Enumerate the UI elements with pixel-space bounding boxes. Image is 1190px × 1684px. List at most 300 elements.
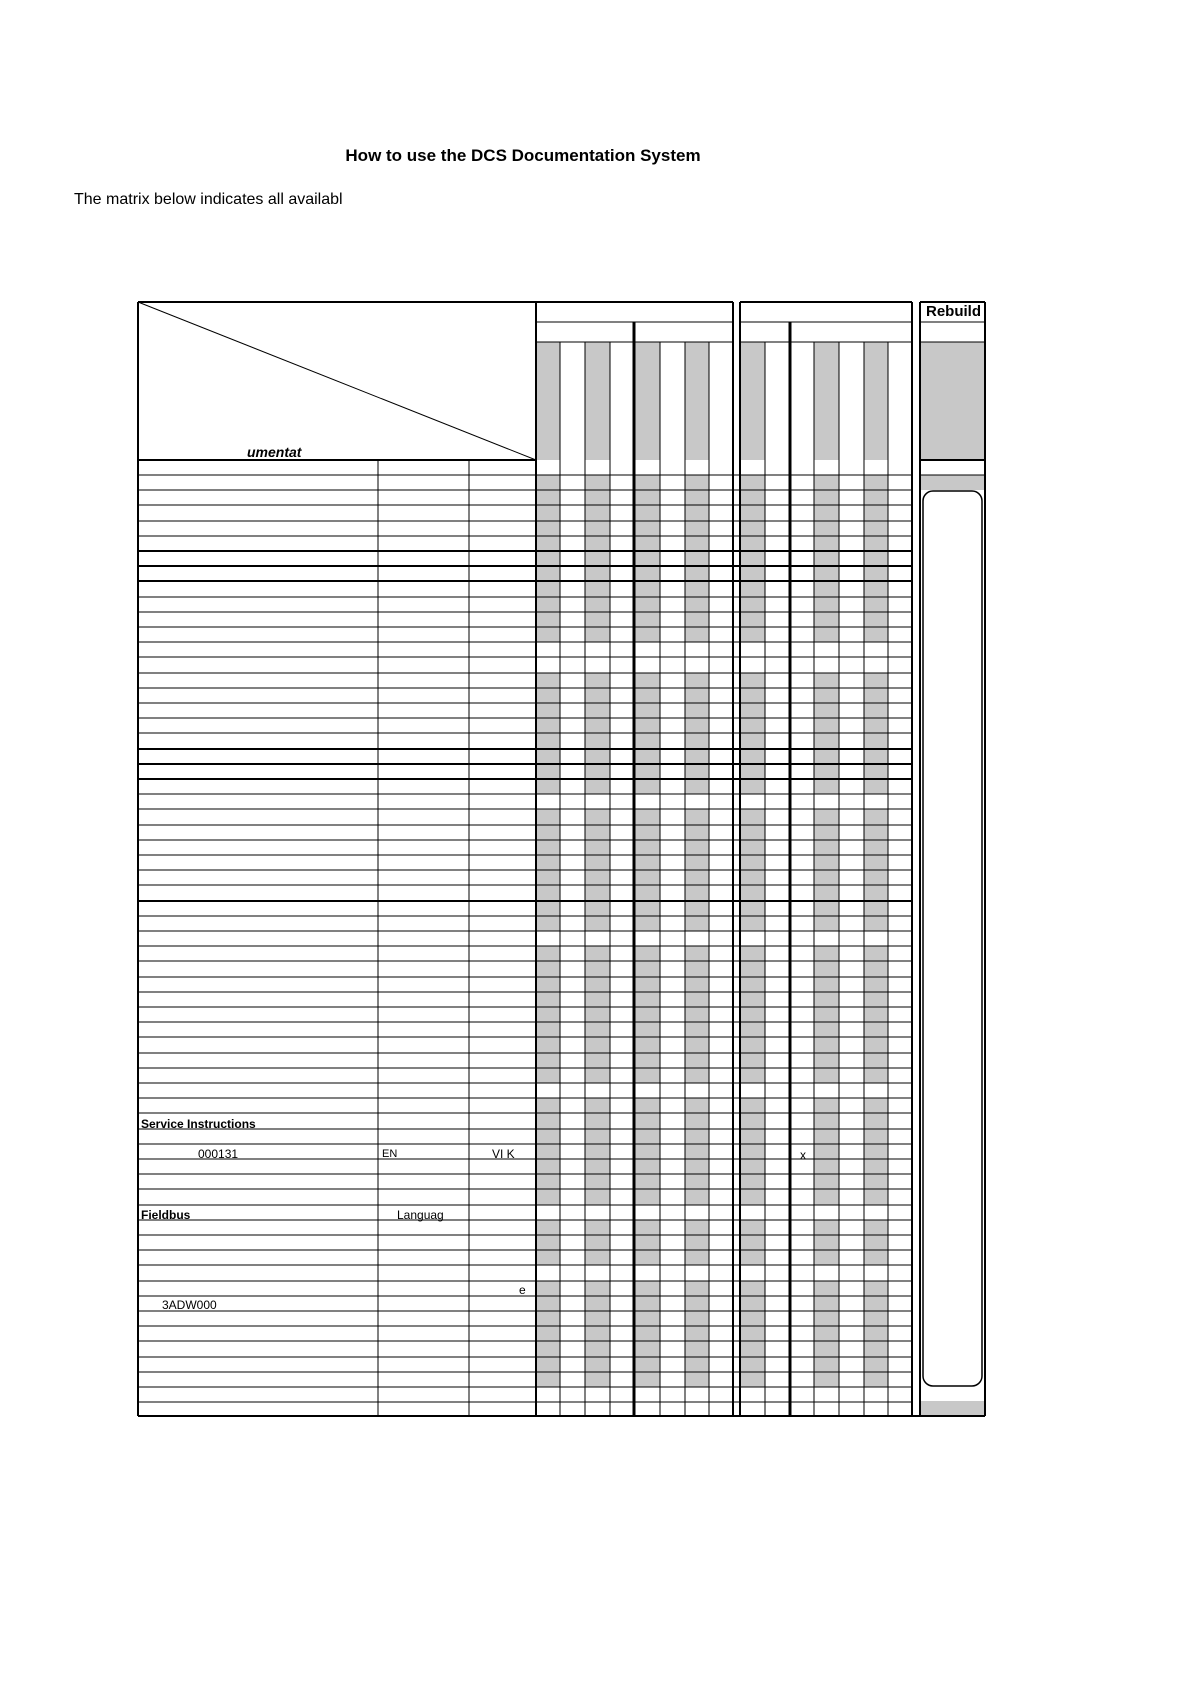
data-grey-cell [814, 1311, 839, 1326]
data-grey-cell [814, 961, 839, 977]
data-grey-cell [585, 1144, 610, 1159]
data-grey-cell [634, 764, 660, 779]
data-grey-cell [864, 718, 888, 733]
data-grey-cell [536, 764, 560, 779]
data-grey-cell [585, 1296, 610, 1311]
data-grey-cell [685, 521, 709, 536]
data-grey-cell [814, 1372, 839, 1387]
header-grey-column [536, 342, 560, 460]
data-grey-cell [585, 597, 610, 612]
data-grey-cell [685, 764, 709, 779]
data-grey-cell [740, 1281, 765, 1296]
data-grey-cell [634, 536, 660, 551]
data-grey-cell [740, 977, 765, 992]
rebuild-scroll-box [923, 491, 982, 1386]
data-grey-cell [740, 1037, 765, 1053]
data-grey-cell [536, 1341, 560, 1357]
service-row-id: 000131 [198, 1147, 239, 1161]
data-grey-cell [740, 1022, 765, 1037]
data-grey-cell [634, 1159, 660, 1174]
data-grey-cell [814, 1326, 839, 1341]
data-grey-cell [536, 1037, 560, 1053]
data-grey-cell [814, 733, 839, 749]
data-grey-cell [864, 1372, 888, 1387]
data-grey-cell [536, 1372, 560, 1387]
data-grey-cell [864, 764, 888, 779]
data-grey-cell [740, 1129, 765, 1144]
data-grey-cell [536, 779, 560, 794]
data-grey-cell [634, 521, 660, 536]
data-grey-cell [685, 475, 709, 490]
data-grey-cell [634, 1311, 660, 1326]
data-grey-cell [685, 946, 709, 961]
fieldbus-language-header: Languag [397, 1208, 444, 1222]
data-grey-cell [585, 475, 610, 490]
data-grey-cell [740, 1372, 765, 1387]
data-grey-cell [585, 809, 610, 825]
data-grey-cell [864, 1159, 888, 1174]
data-grey-cell [740, 1053, 765, 1068]
data-grey-cell [585, 916, 610, 931]
data-grey-cell [864, 703, 888, 718]
data-grey-cell [634, 977, 660, 992]
data-grey-cell [814, 1007, 839, 1022]
data-grey-cell [814, 521, 839, 536]
header-grey-column [685, 342, 709, 460]
data-grey-cell [864, 627, 888, 642]
data-grey-cell [814, 870, 839, 885]
data-grey-cell [814, 916, 839, 931]
data-grey-cell [864, 733, 888, 749]
data-grey-cell [685, 1144, 709, 1159]
data-grey-cell [536, 536, 560, 551]
data-grey-cell [814, 1220, 839, 1235]
data-grey-cell [864, 551, 888, 566]
data-grey-cell [634, 673, 660, 688]
data-grey-cell [634, 901, 660, 916]
data-grey-cell [585, 733, 610, 749]
data-grey-cell [685, 1174, 709, 1189]
data-grey-cell [634, 1174, 660, 1189]
data-grey-cell [536, 521, 560, 536]
data-grey-cell [536, 1129, 560, 1144]
data-grey-cell [634, 1281, 660, 1296]
data-grey-cell [585, 703, 610, 718]
data-grey-cell [634, 1068, 660, 1083]
data-grey-cell [685, 1372, 709, 1387]
data-grey-cell [814, 1129, 839, 1144]
data-grey-cell [585, 1357, 610, 1372]
data-grey-cell [685, 490, 709, 505]
data-grey-cell [864, 688, 888, 703]
data-grey-cell [685, 612, 709, 627]
data-grey-cell [864, 901, 888, 916]
data-grey-cell [585, 627, 610, 642]
data-grey-cell [536, 627, 560, 642]
data-grey-cell [536, 475, 560, 490]
data-grey-cell [740, 1113, 765, 1129]
data-grey-cell [814, 1235, 839, 1250]
data-grey-cell [740, 809, 765, 825]
data-grey-cell [740, 673, 765, 688]
data-grey-cell [536, 825, 560, 840]
data-grey-cell [585, 840, 610, 855]
header-grey-column [864, 342, 888, 460]
data-grey-cell [740, 1159, 765, 1174]
data-grey-cell [864, 1311, 888, 1326]
data-grey-cell [740, 505, 765, 521]
data-grey-cell [634, 1220, 660, 1235]
data-grey-cell [864, 1341, 888, 1357]
data-grey-cell [536, 1174, 560, 1189]
data-grey-cell [634, 475, 660, 490]
data-grey-cell [634, 1113, 660, 1129]
data-grey-cell [536, 1326, 560, 1341]
data-grey-cell [814, 1296, 839, 1311]
data-grey-cell [536, 992, 560, 1007]
data-grey-cell [740, 490, 765, 505]
data-grey-cell [536, 581, 560, 597]
data-grey-cell [585, 1326, 610, 1341]
data-grey-cell [634, 749, 660, 764]
data-grey-cell [685, 977, 709, 992]
data-grey-cell [814, 566, 839, 581]
data-grey-cell [634, 1144, 660, 1159]
data-grey-cell [864, 1037, 888, 1053]
data-grey-cell [685, 688, 709, 703]
data-grey-cell [864, 566, 888, 581]
data-grey-cell [585, 885, 610, 901]
data-grey-cell [814, 901, 839, 916]
data-grey-cell [585, 779, 610, 794]
rebuild-footer-shade [921, 1401, 984, 1416]
data-grey-cell [864, 1250, 888, 1265]
data-grey-cell [634, 733, 660, 749]
data-grey-cell [685, 1311, 709, 1326]
data-grey-cell [740, 961, 765, 977]
data-grey-cell [864, 581, 888, 597]
data-grey-cell [814, 1098, 839, 1113]
data-grey-cell [634, 1357, 660, 1372]
data-grey-cell [814, 581, 839, 597]
data-grey-cell [864, 885, 888, 901]
data-grey-cell [740, 992, 765, 1007]
data-grey-cell [740, 1144, 765, 1159]
data-grey-cell [585, 1341, 610, 1357]
data-grey-cell [585, 1372, 610, 1387]
data-grey-cell [585, 946, 610, 961]
data-grey-cell [685, 825, 709, 840]
data-grey-cell [585, 718, 610, 733]
data-grey-cell [740, 1174, 765, 1189]
data-grey-cell [634, 551, 660, 566]
data-grey-cell [864, 870, 888, 885]
data-grey-cell [685, 597, 709, 612]
data-grey-cell [634, 505, 660, 521]
data-grey-cell [864, 1022, 888, 1037]
data-grey-cell [634, 1341, 660, 1357]
data-grey-cell [740, 1068, 765, 1083]
data-grey-cell [536, 1189, 560, 1205]
data-grey-cell [814, 718, 839, 733]
data-grey-cell [536, 1068, 560, 1083]
data-grey-cell [536, 855, 560, 870]
data-grey-cell [814, 703, 839, 718]
data-grey-cell [536, 505, 560, 521]
data-grey-cell [685, 885, 709, 901]
data-grey-cell [634, 992, 660, 1007]
data-grey-cell [634, 809, 660, 825]
data-grey-cell [685, 870, 709, 885]
data-grey-cell [864, 536, 888, 551]
data-grey-cell [634, 1296, 660, 1311]
data-grey-cell [536, 961, 560, 977]
service-row-mark: x [800, 1148, 806, 1162]
data-grey-cell [634, 718, 660, 733]
data-grey-cell [585, 1098, 610, 1113]
data-grey-cell [814, 809, 839, 825]
data-grey-cell [814, 885, 839, 901]
data-grey-cell [814, 1357, 839, 1372]
data-grey-cell [740, 870, 765, 885]
data-grey-cell [740, 1311, 765, 1326]
data-grey-cell [536, 916, 560, 931]
data-grey-cell [740, 521, 765, 536]
data-grey-cell [685, 566, 709, 581]
data-grey-cell [864, 825, 888, 840]
data-grey-cell [585, 1159, 610, 1174]
data-grey-cell [585, 490, 610, 505]
data-grey-cell [814, 825, 839, 840]
data-grey-cell [536, 612, 560, 627]
data-grey-cell [864, 1068, 888, 1083]
data-grey-cell [634, 855, 660, 870]
data-grey-cell [864, 809, 888, 825]
data-grey-cell [536, 490, 560, 505]
data-grey-cell [814, 1341, 839, 1357]
data-grey-cell [814, 1113, 839, 1129]
data-grey-cell [685, 1189, 709, 1205]
data-grey-cell [814, 1281, 839, 1296]
data-grey-cell [864, 1053, 888, 1068]
service-row-version: VI K [492, 1147, 515, 1161]
data-grey-cell [740, 885, 765, 901]
data-grey-cell [740, 612, 765, 627]
data-grey-cell [864, 1281, 888, 1296]
data-grey-cell [864, 1129, 888, 1144]
data-grey-cell [685, 536, 709, 551]
data-grey-cell [814, 1159, 839, 1174]
data-grey-cell [634, 612, 660, 627]
data-grey-cell [814, 1144, 839, 1159]
data-grey-cell [814, 1037, 839, 1053]
data-grey-cell [740, 916, 765, 931]
data-grey-cell [585, 992, 610, 1007]
data-grey-cell [740, 749, 765, 764]
data-grey-cell [585, 688, 610, 703]
data-grey-cell [685, 703, 709, 718]
data-grey-cell [634, 840, 660, 855]
data-grey-cell [585, 977, 610, 992]
data-grey-cell [685, 1159, 709, 1174]
data-grey-cell [634, 946, 660, 961]
data-grey-cell [685, 673, 709, 688]
data-grey-cell [536, 1022, 560, 1037]
data-grey-cell [585, 870, 610, 885]
data-grey-cell [740, 1189, 765, 1205]
data-grey-cell [585, 521, 610, 536]
data-grey-cell [864, 505, 888, 521]
data-grey-cell [685, 1357, 709, 1372]
data-grey-cell [740, 1098, 765, 1113]
data-grey-cell [634, 1007, 660, 1022]
data-grey-cell [634, 688, 660, 703]
data-grey-cell [685, 779, 709, 794]
data-grey-cell [685, 901, 709, 916]
data-grey-cell [536, 1357, 560, 1372]
data-grey-cell [864, 855, 888, 870]
data-grey-cell [585, 825, 610, 840]
data-grey-cell [685, 840, 709, 855]
data-grey-cell [814, 475, 839, 490]
data-grey-cell [740, 1007, 765, 1022]
data-grey-cell [864, 490, 888, 505]
data-grey-cell [740, 566, 765, 581]
data-grey-cell [536, 1159, 560, 1174]
data-grey-cell [634, 916, 660, 931]
data-grey-cell [536, 840, 560, 855]
data-grey-cell [740, 536, 765, 551]
data-grey-cell [585, 1311, 610, 1326]
data-grey-cell [585, 1174, 610, 1189]
data-grey-cell [814, 673, 839, 688]
data-grey-cell [864, 673, 888, 688]
data-grey-cell [740, 779, 765, 794]
data-grey-cell [864, 475, 888, 490]
data-grey-cell [634, 961, 660, 977]
data-grey-cell [814, 1174, 839, 1189]
data-grey-cell [585, 1281, 610, 1296]
header-grey-column [585, 342, 610, 460]
data-grey-cell [740, 1341, 765, 1357]
data-grey-cell [585, 1220, 610, 1235]
data-grey-cell [536, 946, 560, 961]
data-grey-cell [585, 855, 610, 870]
data-grey-cell [814, 612, 839, 627]
data-grey-cell [536, 977, 560, 992]
data-grey-cell [864, 1189, 888, 1205]
matrix-corner-label: umentat [247, 444, 302, 460]
data-grey-cell [634, 1053, 660, 1068]
data-grey-cell [814, 597, 839, 612]
data-grey-cell [864, 1007, 888, 1022]
data-grey-cell [814, 1068, 839, 1083]
data-grey-cell [864, 1144, 888, 1159]
rebuild-header: Rebuild [926, 303, 981, 320]
service-row-language: EN [382, 1148, 398, 1160]
data-grey-cell [864, 961, 888, 977]
data-grey-cell [864, 1220, 888, 1235]
data-grey-cell [685, 505, 709, 521]
data-grey-cell [740, 855, 765, 870]
data-grey-cell [814, 1250, 839, 1265]
data-grey-cell [685, 1053, 709, 1068]
data-grey-cell [585, 1037, 610, 1053]
data-grey-cell [685, 1098, 709, 1113]
data-grey-cell [585, 901, 610, 916]
data-grey-cell [864, 840, 888, 855]
data-grey-cell [685, 1326, 709, 1341]
data-grey-cell [814, 749, 839, 764]
data-grey-cell [814, 992, 839, 1007]
data-grey-cell [685, 916, 709, 931]
rebuild-header-shade [921, 342, 984, 460]
data-grey-cell [536, 597, 560, 612]
data-grey-cell [585, 505, 610, 521]
data-grey-cell [740, 1296, 765, 1311]
data-grey-cell [634, 1250, 660, 1265]
data-grey-cell [814, 490, 839, 505]
data-grey-cell [536, 1296, 560, 1311]
data-grey-cell [740, 1250, 765, 1265]
data-grey-cell [740, 703, 765, 718]
data-grey-cell [536, 566, 560, 581]
data-grey-cell [536, 885, 560, 901]
data-grey-cell [685, 1235, 709, 1250]
data-grey-cell [685, 1220, 709, 1235]
header-grey-column [814, 342, 839, 460]
data-grey-cell [685, 718, 709, 733]
data-grey-cell [685, 733, 709, 749]
data-grey-cell [685, 961, 709, 977]
data-grey-cell [864, 1098, 888, 1113]
data-grey-cell [740, 946, 765, 961]
data-grey-cell [634, 1037, 660, 1053]
data-grey-cell [634, 627, 660, 642]
data-grey-cell [740, 1235, 765, 1250]
data-grey-cell [634, 825, 660, 840]
data-grey-cell [740, 764, 765, 779]
data-grey-cell [634, 1326, 660, 1341]
data-grey-cell [634, 1129, 660, 1144]
data-grey-cell [685, 1250, 709, 1265]
fieldbus-row-id: 3ADW000 [162, 1298, 217, 1312]
data-grey-cell [536, 733, 560, 749]
data-grey-cell [685, 1037, 709, 1053]
data-grey-cell [814, 840, 839, 855]
data-grey-cell [634, 581, 660, 597]
data-grey-cell [536, 809, 560, 825]
data-grey-cell [634, 885, 660, 901]
data-grey-cell [740, 840, 765, 855]
data-grey-cell [585, 581, 610, 597]
data-grey-cell [536, 551, 560, 566]
data-grey-cell [585, 1068, 610, 1083]
data-grey-cell [634, 779, 660, 794]
data-grey-cell [536, 1220, 560, 1235]
data-grey-cell [685, 855, 709, 870]
data-grey-cell [536, 749, 560, 764]
data-grey-cell [814, 779, 839, 794]
data-grey-cell [740, 627, 765, 642]
data-grey-cell [536, 1007, 560, 1022]
data-grey-cell [740, 581, 765, 597]
data-grey-cell [585, 1250, 610, 1265]
data-grey-cell [634, 1022, 660, 1037]
data-grey-cell [536, 1053, 560, 1068]
data-grey-cell [864, 1113, 888, 1129]
data-grey-cell [536, 1113, 560, 1129]
